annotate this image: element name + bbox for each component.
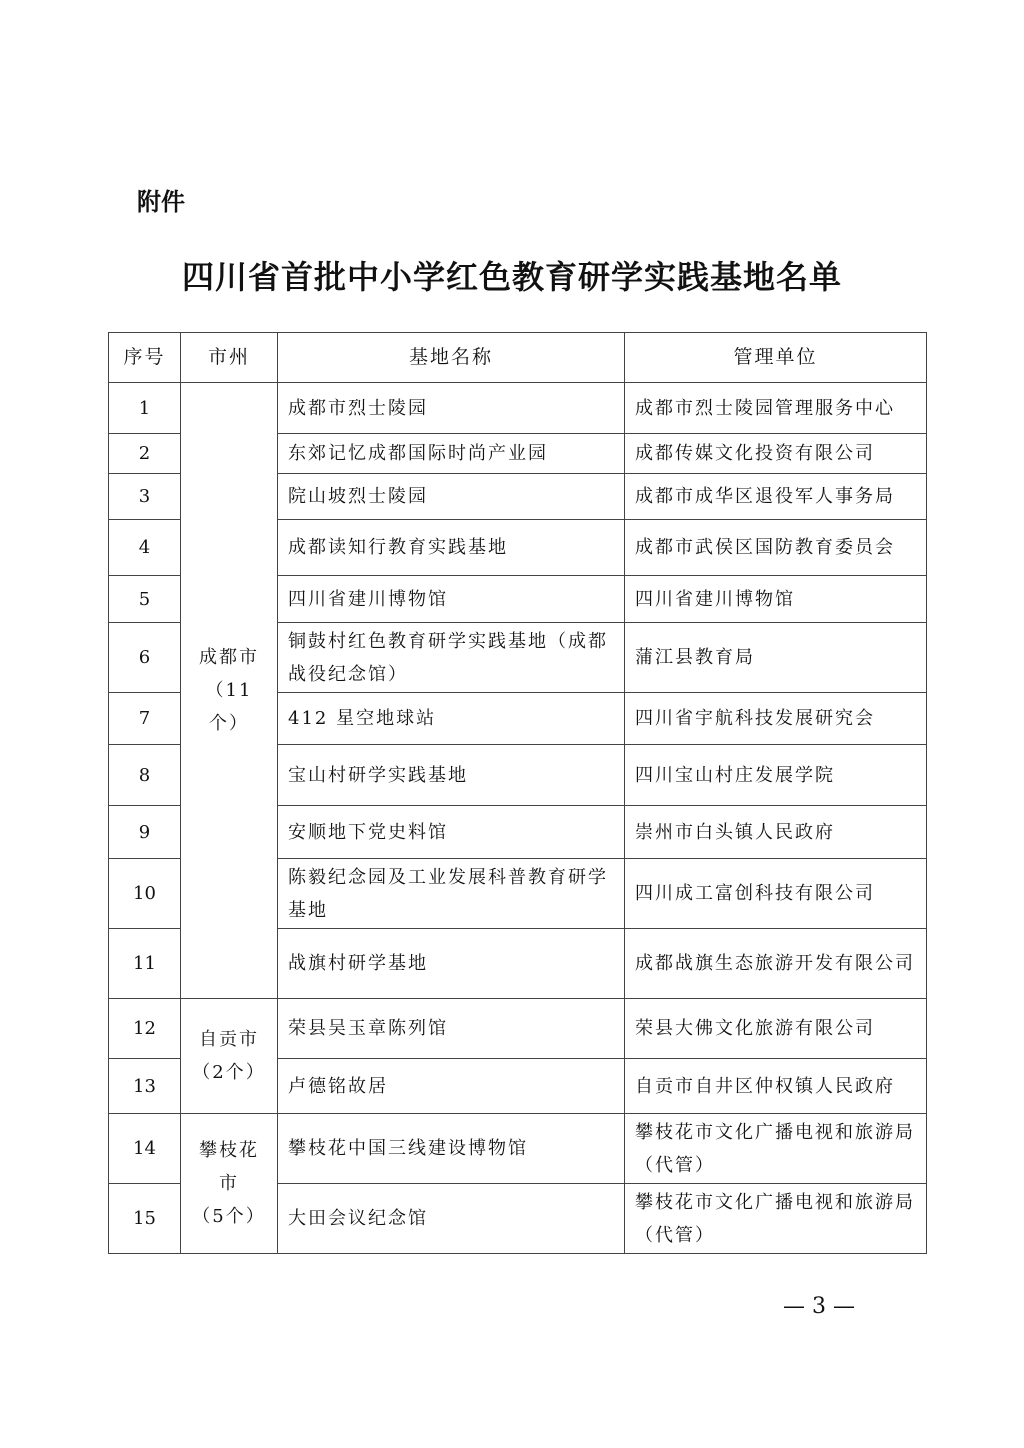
row-number: 11 <box>109 929 181 999</box>
manager-unit: 成都市成华区退役军人事务局 <box>625 474 927 520</box>
base-name: 院山坡烈士陵园 <box>278 474 625 520</box>
manager-unit: 蒲江县教育局 <box>625 623 927 693</box>
manager-unit: 成都市烈士陵园管理服务中心 <box>625 383 927 434</box>
base-name: 412 星空地球站 <box>278 693 625 745</box>
row-number: 3 <box>109 474 181 520</box>
row-number: 2 <box>109 434 181 474</box>
city-count: （11个） <box>205 680 253 734</box>
header-num: 序号 <box>109 333 181 383</box>
manager-unit: 四川省建川博物馆 <box>625 576 927 623</box>
city-name: 自贡市 <box>199 1029 259 1050</box>
manager-unit: 攀枝花市文化广播电视和旅游局（代管） <box>625 1184 927 1254</box>
row-number: 13 <box>109 1059 181 1114</box>
city-count: （5个） <box>192 1206 266 1227</box>
base-name: 卢德铭故居 <box>278 1059 625 1114</box>
city-name-suffix: 市 <box>219 1173 239 1194</box>
manager-unit: 荣县大佛文化旅游有限公司 <box>625 999 927 1059</box>
manager-unit: 四川宝山村庄发展学院 <box>625 745 927 806</box>
attachment-label: 附件 <box>137 188 185 216</box>
manager-unit: 四川成工富创科技有限公司 <box>625 859 927 929</box>
row-number: 15 <box>109 1184 181 1254</box>
city-count: （2个） <box>192 1062 266 1083</box>
base-name: 成都读知行教育实践基地 <box>278 520 625 576</box>
manager-unit: 崇州市白头镇人民政府 <box>625 806 927 859</box>
row-number: 4 <box>109 520 181 576</box>
base-name: 战旗村研学基地 <box>278 929 625 999</box>
base-name: 东郊记忆成都国际时尚产业园 <box>278 434 625 474</box>
row-number: 6 <box>109 623 181 693</box>
manager-unit: 成都市武侯区国防教育委员会 <box>625 520 927 576</box>
row-number: 9 <box>109 806 181 859</box>
row-number: 5 <box>109 576 181 623</box>
city-cell <box>181 999 278 1114</box>
base-name: 陈毅纪念园及工业发展科普教育研学基地 <box>278 859 625 929</box>
city-name: 攀枝花 <box>199 1140 259 1161</box>
base-name: 安顺地下党史料馆 <box>278 806 625 859</box>
base-name: 成都市烈士陵园 <box>278 383 625 434</box>
table-body <box>109 383 927 1254</box>
base-name: 宝山村研学实践基地 <box>278 745 625 806</box>
row-number: 10 <box>109 859 181 929</box>
header-name: 基地名称 <box>278 333 625 383</box>
manager-unit: 成都战旗生态旅游开发有限公司 <box>625 929 927 999</box>
manager-unit: 四川省宇航科技发展研究会 <box>625 693 927 745</box>
page-number: — 3 — <box>783 1294 855 1319</box>
manager-unit: 自贡市自井区仲权镇人民政府 <box>625 1059 927 1114</box>
city-cell <box>181 383 278 999</box>
city-cell <box>181 1114 278 1254</box>
manager-unit: 攀枝花市文化广播电视和旅游局（代管） <box>625 1114 927 1184</box>
table-row <box>109 1114 927 1184</box>
header-unit: 管理单位 <box>625 333 927 383</box>
table-row <box>109 999 927 1059</box>
table-header-row <box>109 333 927 383</box>
base-name: 四川省建川博物馆 <box>278 576 625 623</box>
row-number: 12 <box>109 999 181 1059</box>
base-name: 铜鼓村红色教育研学实践基地（成都战役纪念馆） <box>278 623 625 693</box>
document-title: 四川省首批中小学红色教育研学实践基地名单 <box>181 258 842 296</box>
row-number: 14 <box>109 1114 181 1184</box>
base-list-table <box>108 332 927 1254</box>
header-city: 市州 <box>181 333 278 383</box>
base-name: 攀枝花中国三线建设博物馆 <box>278 1114 625 1184</box>
base-name: 荣县吴玉章陈列馆 <box>278 999 625 1059</box>
row-number: 8 <box>109 745 181 806</box>
base-name: 大田会议纪念馆 <box>278 1184 625 1254</box>
row-number: 1 <box>109 383 181 434</box>
table-row <box>109 383 927 434</box>
manager-unit: 成都传媒文化投资有限公司 <box>625 434 927 474</box>
row-number: 7 <box>109 693 181 745</box>
city-name: 成都市 <box>199 647 259 668</box>
